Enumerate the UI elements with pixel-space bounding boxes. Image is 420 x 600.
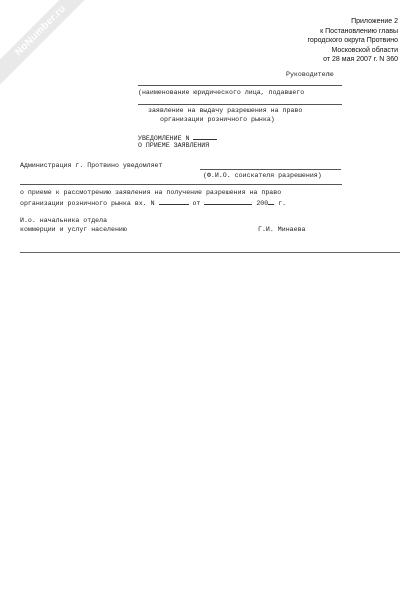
notice-intro: Администрация г. Протвино уведомляет [20, 162, 163, 169]
year-text: 200 [256, 200, 269, 207]
addressee-rule [138, 104, 342, 105]
signatory-position-1: И.о. начальника отдела [20, 217, 108, 224]
acceptance-line-1: о приеме к рассмотрению заявления на получение разрешения на право [20, 189, 282, 196]
appendix-line: от 28 мая 2007 г. N 360 [323, 56, 398, 63]
appendix-line: Приложение 2 [351, 18, 398, 25]
signatory-position-2: коммерции и услуг населению [20, 226, 127, 233]
year-suffix: г. [278, 200, 287, 207]
signatory-name: Г.И. Минаева [258, 226, 306, 233]
notice-number-label: УВЕДОМЛЕНИЕ N [138, 135, 190, 142]
market-line: организации розничного рынка) [160, 116, 275, 123]
notice-title [138, 133, 217, 142]
acceptance-line-2 [20, 198, 286, 207]
notice-number-blank [193, 133, 217, 140]
year-blank [268, 198, 274, 205]
watermark-ribbon: NoNumber.ru [0, 0, 100, 90]
addressee-rule [138, 85, 342, 86]
appendix-line: городского округа Протвино [307, 37, 398, 44]
applicant-caption: (Ф.И.О. соискателя разрешения) [203, 172, 322, 179]
legal-entity-caption: (наименование юридического лица, подавшего [138, 89, 305, 96]
application-line: заявление на выдачу разрешения на право [148, 107, 303, 114]
appendix-line: к Постановлению главы [320, 27, 398, 35]
applicant-full-rule [20, 184, 342, 185]
applicant-rule [200, 169, 341, 170]
from-word: от [192, 200, 201, 207]
appendix-line: Московской области [331, 46, 398, 54]
notice-subtitle: О ПРИЕМЕ ЗАЯВЛЕНИЯ [138, 142, 210, 149]
registration-number-blank [159, 198, 189, 205]
closing-divider [20, 252, 400, 253]
registration-label: организации розничного рынка вх. N [20, 200, 155, 207]
addressee-head: Руководителю [286, 71, 334, 78]
appendix-header [208, 17, 398, 65]
date-blank [204, 198, 252, 205]
